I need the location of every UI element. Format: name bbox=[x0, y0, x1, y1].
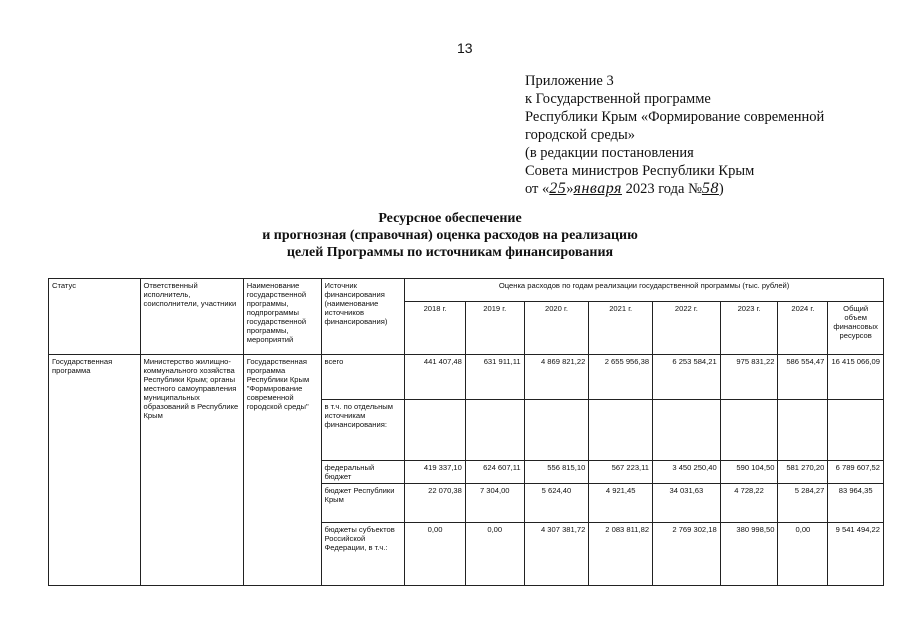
header-year: 2018 г. bbox=[405, 302, 466, 355]
source-label: всего bbox=[321, 355, 405, 400]
title-line: целей Программы по источникам финансирования bbox=[286, 245, 614, 260]
title-line: Ресурсное обеспечение bbox=[378, 211, 522, 226]
value-cell bbox=[465, 400, 524, 461]
value-cell: 4 728,22 bbox=[720, 484, 778, 523]
title-line: и прогнозная (справочная) оценка расходов на реализацию bbox=[262, 228, 638, 243]
value-cell: 5 284,27 bbox=[778, 484, 828, 523]
page-number: 13 bbox=[457, 40, 473, 56]
value-cell: 3 450 250,40 bbox=[653, 461, 721, 484]
row-program-name: Государственная программа Республики Крым "Формирование современной городской среды" bbox=[243, 355, 321, 586]
header-responsible: Ответственный исполнитель, соисполнители, участники bbox=[140, 279, 243, 355]
value-cell: 7 304,00 bbox=[465, 484, 524, 523]
date-month: января bbox=[573, 180, 622, 197]
table-row bbox=[49, 355, 884, 400]
value-cell: 2 655 956,38 bbox=[589, 355, 653, 400]
source-label: федеральный бюджет bbox=[321, 461, 405, 484]
appendix-block bbox=[525, 72, 824, 198]
appendix-line: к Государственной программе bbox=[525, 91, 711, 107]
value-cell: 441 407,48 bbox=[405, 355, 466, 400]
appendix-line: городской среды» bbox=[525, 127, 635, 143]
date-year: 2023 года № bbox=[621, 181, 702, 197]
value-cell bbox=[405, 400, 466, 461]
value-cell: 6 253 584,21 bbox=[653, 355, 721, 400]
value-cell bbox=[828, 400, 884, 461]
appendix-line: Приложение 3 bbox=[525, 73, 614, 89]
header-year: 2020 г. bbox=[524, 302, 589, 355]
appendix-line: Совета министров Республики Крым bbox=[525, 163, 755, 179]
value-cell: 556 815,10 bbox=[524, 461, 589, 484]
value-cell: 567 223,11 bbox=[589, 461, 653, 484]
value-cell: 16 415 066,09 bbox=[828, 355, 884, 400]
value-cell: 2 769 302,18 bbox=[653, 523, 721, 586]
value-cell bbox=[524, 400, 589, 461]
source-label: бюджет Республики Крым bbox=[321, 484, 405, 523]
appendix-line: (в редакции постановления bbox=[525, 145, 694, 161]
header-year: 2024 г. bbox=[778, 302, 828, 355]
value-cell: 0,00 bbox=[405, 523, 466, 586]
value-cell: 22 070,38 bbox=[405, 484, 466, 523]
value-cell: 586 554,47 bbox=[778, 355, 828, 400]
value-cell: 419 337,10 bbox=[405, 461, 466, 484]
value-cell: 581 270,20 bbox=[778, 461, 828, 484]
value-cell: 590 104,50 bbox=[720, 461, 778, 484]
value-cell: 4 869 821,22 bbox=[524, 355, 589, 400]
resources-table bbox=[48, 278, 884, 586]
date-mid: » bbox=[566, 181, 574, 197]
header-status: Статус bbox=[49, 279, 141, 355]
header-year: 2023 г. bbox=[720, 302, 778, 355]
value-cell: 6 789 607,52 bbox=[828, 461, 884, 484]
value-cell: 83 964,35 bbox=[828, 484, 884, 523]
row-responsible: Министерство жилищно-коммунального хозяйства Республики Крым; органы местного самоуправления муниципальных образований в Республике Крым bbox=[140, 355, 243, 586]
value-cell: 631 911,11 bbox=[465, 355, 524, 400]
date-prefix: от « bbox=[525, 181, 550, 197]
value-cell: 0,00 bbox=[778, 523, 828, 586]
value-cell bbox=[589, 400, 653, 461]
date-number: 58 bbox=[701, 180, 719, 197]
value-cell bbox=[653, 400, 721, 461]
date-day: 25 bbox=[549, 180, 567, 197]
value-cell: 4 307 381,72 bbox=[524, 523, 589, 586]
value-cell: 0,00 bbox=[465, 523, 524, 586]
value-cell: 624 607,11 bbox=[465, 461, 524, 484]
document-title bbox=[230, 210, 670, 261]
value-cell: 9 541 494,22 bbox=[828, 523, 884, 586]
appendix-line: Республики Крым «Формирование современной bbox=[525, 109, 825, 125]
value-cell: 5 624,40 bbox=[524, 484, 589, 523]
header-year: 2019 г. bbox=[465, 302, 524, 355]
header-program-name: Наименование государственной программы, подпрограммы государственной программы, мероприятий bbox=[243, 279, 321, 355]
header-source: Источник финансирования (наименование источников финансирования) bbox=[321, 279, 405, 355]
appendix-date-line bbox=[525, 180, 824, 198]
value-cell: 34 031,63 bbox=[653, 484, 721, 523]
source-label: в т.ч. по отдельным источникам финансирования: bbox=[321, 400, 405, 461]
value-cell: 4 921,45 bbox=[589, 484, 653, 523]
header-estimate: Оценка расходов по годам реализации государственной программы (тыс. рублей) bbox=[405, 279, 884, 302]
header-year: 2022 г. bbox=[653, 302, 721, 355]
value-cell bbox=[720, 400, 778, 461]
header-year: 2021 г. bbox=[589, 302, 653, 355]
value-cell: 380 998,50 bbox=[720, 523, 778, 586]
header-total: Общий объем финансовых ресурсов bbox=[828, 302, 884, 355]
value-cell: 975 831,22 bbox=[720, 355, 778, 400]
value-cell: 2 083 811,82 bbox=[589, 523, 653, 586]
row-status: Государственная программа bbox=[49, 355, 141, 586]
header-row bbox=[49, 279, 884, 302]
value-cell bbox=[778, 400, 828, 461]
source-label: бюджеты субъектов Российской Федерации, в т.ч.: bbox=[321, 523, 405, 586]
date-close: ) bbox=[718, 181, 724, 197]
